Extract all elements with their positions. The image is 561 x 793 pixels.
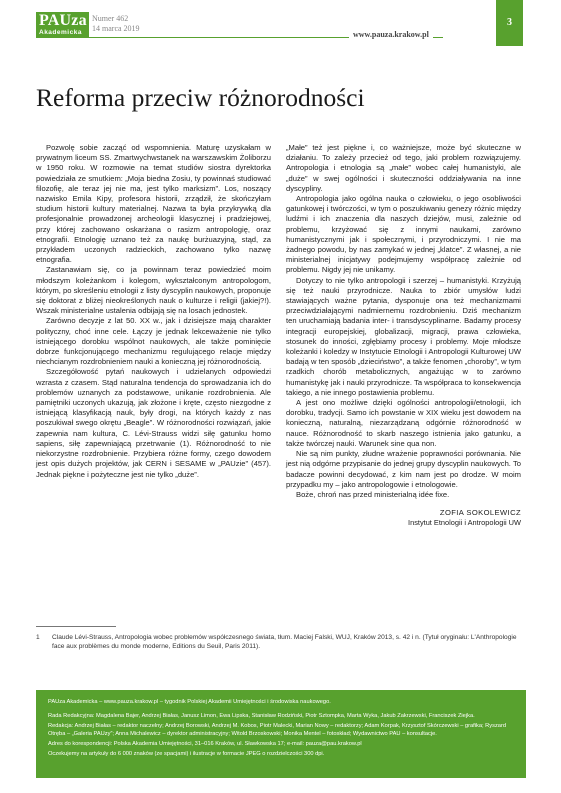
paragraph: „Małe” też jest piękne i, co ważniejsze, może być skuteczne w działaniu. To zależy przecież od tego, jaki problem rozwiązujemy. Antropologia i etnologia są „małe” wobec całej humanistyki, ale „duże” w swej ogólności i skuteczności oddziaływania na inne dyscypliny. [286, 143, 521, 193]
footnote-number: 1 [36, 634, 40, 641]
article-column-left [36, 143, 271, 480]
footnote-rule [36, 626, 116, 627]
paragraph: Zastanawiam się, co ja powinnam teraz powiedzieć moim młodszym koleżankom i kolegom, wykształconym antropologom, którym, po skreśleniu etnologii z listy dyscyplin naukowych, proponuje się doktorat z bliżej nieokreślonych nauk o kulturze i religii (jakiej?!). Wszak ministerialne ustalenia odbijają się na losach jednostek. [36, 265, 271, 316]
footer-tagline: PAUza Akademicka – www.pauza.krakow.pl – tygodnik Polskiej Akademii Umiejętności i środowiska naukowego. [48, 699, 331, 705]
author-affiliation: Instytut Etnologii i Antropologii UW [408, 518, 521, 528]
footer-submissions: Oczekujemy na artykuły do 6 000 znaków (ze spacjami) i ilustracje w formacie JPEG o rozdzielczości 300 dpi. [48, 751, 325, 758]
paragraph: Zarówno decyzje z lat 50. XX w., jak i dzisiejsze mają charakter polityczny, choć inne cele. Łączy je jednak lekceważenie nie tylko istniejącego dorobku wspólnot naukowych, ale także pominięcie dobrze funkcjonującego mechanizmu regulującego relacje między niechcianym rozdrobnieniem nauki a konieczną jej różnorodnością. [36, 316, 271, 367]
author-name: ZOFIA SOKOLEWICZ [439, 508, 521, 518]
author-signature [286, 508, 521, 528]
masthead-footer [36, 690, 526, 778]
issue-date: 14 marca 2019 [92, 24, 140, 33]
pauza-logo [36, 12, 89, 37]
paragraph: Boże, chroń nas przed ministerialną idée fixe. [296, 489, 450, 499]
site-url-link[interactable]: www.pauza.krakow.pl [349, 30, 433, 39]
paragraph: Antropologia jako ogólna nauka o człowieku, o jego osobliwości gatunkowej i twórczości, w tym o poszukiwaniu genezy różnic między ludźmi i ich znaczenia dla naszych dziejów, musi, zależnie od problemu, krzyżować się z innymi naukami, zarówno humanistycznymi jak i społecznymi, i przyrodniczymi. I nie ma żadnego powodu, by nas zamykać w jednej „klatce”. Z własnej, a nie ministerialnej inicjatywy podejmujemy współpracę zależnie od problemu. Nigdy jej nie unikamy. [286, 194, 521, 275]
paragraph: Pozwolę sobie zacząć od wspomnienia. Maturę uzyskałam w prywatnym liceum SS. Zmartwychwstanek na warszawskim Żoliborzu w 1950 roku. W rozmowie na temat studiów siostra dyrektorka powiedziała ze smutkiem: „Moja biedna Zosiu, ty powinnaś studiować filozofię, ale teraz jej nie ma, jest tylko marksizm”. Los, noszący nazwisko Emila Kipy, profesora historii, zrządził, że skończyłam studium historii kultury materialnej. Nazwa ta była przykrywką dla profesjonalnie prowadzonej archeologii klasycznej i pradziejowej, przy której zachowano oskarżana o rasizm antropologię, oraz etnografii. Etnologię uznano też za naukę burżuazyjną, stąd, za przykładem uczonych radzieckich, zachowano tylko nazwę etnografia. [36, 143, 271, 265]
page-number: 3 [496, 0, 523, 46]
paragraph: A jest ono możliwe dzięki ogólności antropologii/etnologii, ich dorobku, tradycji. Samo ich powstanie w XIX wieku jest dowodem na konieczną, naturalną, niezarządzaną odgórnie różnorodność w nauce. Różnorodność to skarb naszego istnienia jako gatunku, a także twórczej nauki. Warunek sine qua non. [286, 398, 521, 448]
paragraph: Szczegółowość pytań naukowych i udzielanych odpowiedzi wzrasta z czasem. Stąd naturalna tendencja do sprowadzania ich do problemów uznanych za podstawowe, unikanie rozdrobnienia. Ale pamiętniki uczonych ukazują, jak złożone i kręte, często niezgodne z istniejącą klasyfikacją nauk, były drogi, na których każdy z nas poszukiwał swego okrętu „Beagle”. W różnorodności rozwiązań, jakie zapewnia nam kultura, C. Lévi-Strauss widzi siłę gatunku homo sapiens, siłę zapewniającą przetrwanie (1). Różnorodność to nie niekorzystne rozdrobnienie. Przybiera różne formy, czego dowodem jest opis dużych projektów, jak CERN i SESAME w „PAUzie” (457). Jednak piękne i pożyteczne jest nie tylko „duże”. [36, 367, 271, 479]
footnote [36, 633, 526, 651]
footer-editorial-board: Rada Redakcyjna: Magdalena Bajer, Andrzej Białas, Janusz Limon, Ewa Lipska, Stanisław Rodziński, Piotr Sztompka, Marta Wyka, Jakub Zakrzewski, Franciszek Ziejka. [48, 713, 475, 720]
article-column-right [286, 143, 521, 529]
logo-text-top: PAUza [39, 12, 87, 29]
paragraph: Dotyczy to nie tylko antropologii i szerzej – humanistyki. Krzyżują się też nauki przyrodnicze. Nauka to zbiór umysłów ludzi stawiających ważne pytania, dysponuje ona też mechanizmami przeciwdziałającymi nadmiernemu rozdrobnieniu. Dziś mechanizm ten uruchamiają badania inter- i transdyscyplinarne. Badamy procesy integracji europejskiej, globalizacji, migracji, prawa człowieka, stosunek do inności, zgłębiamy procesy i problemy. Moje młodsze koleżanki i koledzy w Instytucie Etnologii i Antropologii Kulturowej UW badają w ten sposób „dzieciństwo”, a także fenomen „choroby”, w tym rzadkich chorób metabolicznych, angażując w to zarówno humanistykę jak i nauki przyrodnicze. Ta współpraca to konsekwencja takiego, a nie innego postawienia problemu. [286, 275, 521, 397]
logo-text-bottom: Akademicka [39, 29, 82, 36]
issue-number: Numer 462 [92, 14, 129, 23]
issue-info [92, 14, 140, 34]
footnote-text: Claude Lévi-Strauss, Antropologia wobec problemów współczesnego świata, tłum. Maciej Falski, WUJ, Kraków 2013, s. 42 i n. (Tytuł oryginału: L'Anthropologie face aux problèmes du monde moderne, Editions du Seuil, Paris 2011). [52, 634, 517, 650]
footer-address: Adres do korespondencji: Polska Akademia Umiejętności, 31–016 Kraków, ul. Sławkowska 17; e-mail: pauza@pau.krakow.pl [48, 740, 362, 747]
paragraph: Nie są nim punkty, złudne wrażenie poprawności porównania. Nie jest nią odgórne przypisanie do jednej grupy dyscyplin naukowych. To badacze powinni decydować, z kim nam jest po drodze. W moim przypadku my – jako antropologowie i etnologowie. [286, 449, 521, 489]
footer-editorial-staff: Redakcja: Andrzej Białas – redaktor naczelny; Andrzej Borowski, Andrzej M. Kobos, Piotr Malecki, Marian Nowy – redaktorzy; Adam Korpak, Krzysztof Skórczewski – grafika; Ryszard Otręba – „Galeria PAUzy”; Anna Michalewicz – dyrektor administracyjny; Witold Brzoskowski; Monika Mentel – fotoskład; Wydawnictwo PAU – konsultacje. [48, 723, 507, 737]
article-title: Reforma przeciw różnorodności [36, 83, 365, 112]
